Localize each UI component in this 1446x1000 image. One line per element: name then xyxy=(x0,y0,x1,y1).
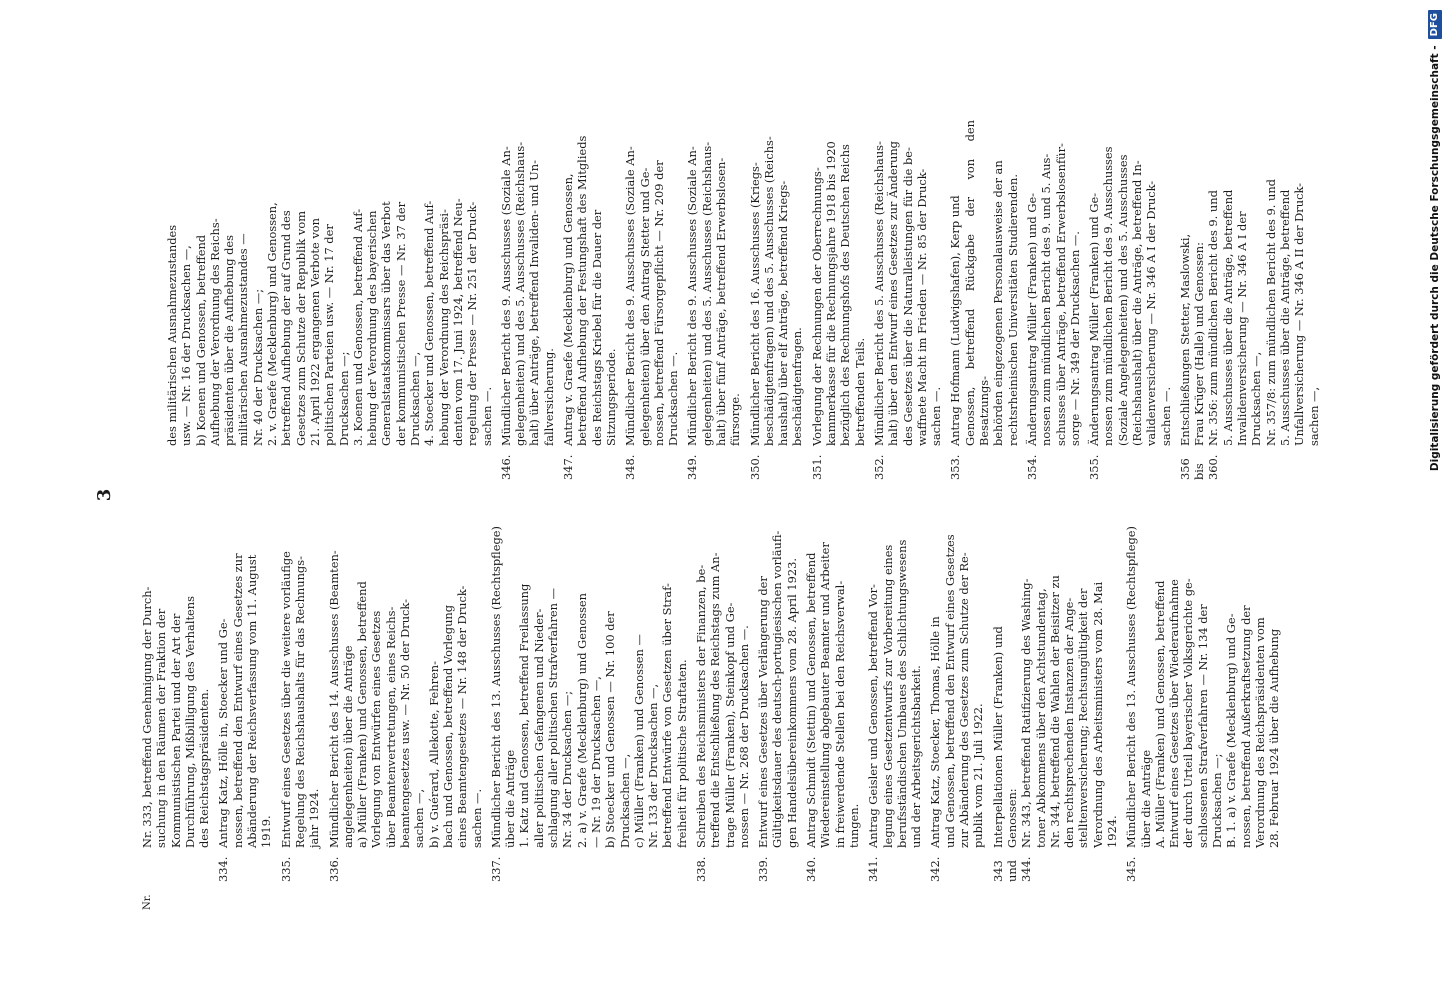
agenda-entry xyxy=(499,120,556,480)
entry-number: 341. xyxy=(866,856,881,882)
right-text-column xyxy=(165,120,1325,480)
entry-line: haushalt) über elf Anträge, betreffend Kriegs- xyxy=(776,180,791,446)
entry-line: 1919. xyxy=(259,815,274,848)
entry-line: gelegenheiten) und des 5. Ausschusses (Reichshaus- xyxy=(699,141,714,446)
entry-line: über die Anträge xyxy=(1138,749,1153,848)
entry-line: a) Müller (Franken) und Genossen, betreffend xyxy=(355,581,370,848)
entry-line: (Soziale Angelegenheiten) und des 5. Ausschusses xyxy=(1115,154,1130,446)
entry-number: 351. xyxy=(809,454,824,480)
entry-text xyxy=(804,522,861,848)
agenda-entry xyxy=(694,522,751,882)
entry-line: nossen, betreffend Fürsorgepflicht — Nr. 209 der xyxy=(651,160,666,446)
digitization-credit-strip xyxy=(1410,0,1441,1000)
entry-line: betreffend Aufhebung der Festungshaft des Mitglieds xyxy=(575,135,590,446)
entry-text xyxy=(1178,120,1321,446)
entry-line: Unfallversicherung — Nr. 346 A II der Druck- xyxy=(1292,182,1307,446)
entry-number: 345. xyxy=(1124,856,1139,882)
agenda-entry xyxy=(1124,522,1281,882)
entry-line: fallversicherung. xyxy=(541,348,556,446)
entry-text xyxy=(685,120,742,446)
entry-text xyxy=(948,120,1019,446)
entry-line: Gesetzes zum Schutze der Republik vom xyxy=(293,210,308,446)
entry-line: Abänderung der Reichsverfassung vom 11. August xyxy=(245,554,260,848)
entry-line: Nr. 343, betreffend Ratifizierung des Washing- xyxy=(1019,578,1034,848)
entry-line: nossen zum mündlichen Bericht des 9. und 5. Aus- xyxy=(1039,153,1054,446)
entry-number: 352. xyxy=(871,454,886,480)
entry-line: beschädigtenfragen) und des 5. Ausschusses (Reichs- xyxy=(761,136,776,446)
entry-line: Änderungsantrag Müller (Franken) und Ge- xyxy=(1087,192,1102,446)
entry-number xyxy=(140,848,211,882)
entry-line: Mündlicher Bericht des 13. Ausschusses (Rechtspflege) xyxy=(488,526,503,848)
entry-line: nossen — Nr. 268 der Drucksachen —. xyxy=(736,625,751,848)
entry-text xyxy=(327,522,484,848)
entry-line: nossen, betreffend Außerkraftsetzung der xyxy=(1238,605,1253,848)
entry-line: Nr. 34 der Drucksachen —; xyxy=(560,690,575,848)
entry-line: sachen —. xyxy=(929,386,944,446)
entry-line: publik vom 21. Juli 1922. xyxy=(971,703,986,848)
entry-line: des militärischen Ausnahmezustandes xyxy=(165,224,179,446)
entry-number: 348. xyxy=(623,454,638,480)
entry-text xyxy=(140,522,211,848)
entry-line: nossen, betreffend den Entwurf eines Gesetzes zur xyxy=(230,553,245,848)
entry-line: Vorlegung der Rechnungen der Oberrechnungs- xyxy=(809,167,824,446)
entry-line: A. Müller (Franken) und Genossen, betreffend xyxy=(1152,580,1167,848)
entry-line: des Gesetzes über die Naturalleistungen für die be- xyxy=(900,147,915,446)
entry-line: Generalstaatskommissars über das Verbot xyxy=(379,201,394,446)
entry-line: Nr. 357/8: zum mündlichen Bericht des 9. und xyxy=(1263,179,1278,446)
entry-line: beschädigtenfragen. xyxy=(790,327,805,446)
entry-line: Mündlicher Bericht des 9. Ausschusses (Soziale An- xyxy=(498,146,513,446)
entry-line: regelung der Presse — Nr. 251 der Druck- xyxy=(465,201,480,446)
agenda-entry xyxy=(804,522,861,882)
entry-line: Genossen, betreffend Rückgabe der von den Besatzungs- xyxy=(962,120,992,446)
entry-line: Mündlicher Bericht des 9. Ausschusses (Soziale An- xyxy=(685,146,700,446)
entry-line: sachen —. xyxy=(469,788,484,848)
entry-text xyxy=(872,120,943,446)
entry-line: Mündlicher Bericht des 16. Ausschusses (Kriegs- xyxy=(747,162,762,446)
entry-line: sachen —, xyxy=(412,788,427,848)
entry-text xyxy=(748,120,805,446)
entry-line: c) Müller (Franken) und Genossen — xyxy=(631,634,646,848)
entry-line: Nr. 333, betreffend Genehmigung der Durch- xyxy=(140,586,154,848)
entry-line: gelegenheiten) über den Antrag Stetter und Ge- xyxy=(637,167,652,446)
entry-text xyxy=(1124,522,1281,848)
entry-line: Drucksachen —. xyxy=(666,351,681,446)
entry-text xyxy=(1087,120,1173,446)
entry-line: Nr. 40 der Drucksachen —; xyxy=(250,288,265,446)
page-number: 3 xyxy=(94,488,115,502)
entry-number: 339. xyxy=(756,856,771,882)
entry-line: Änderungsantrag Müller (Franken) und Ge- xyxy=(1024,192,1039,446)
entry-line: über die Anträge xyxy=(503,749,518,848)
agenda-entry xyxy=(948,120,1019,480)
agenda-entry xyxy=(327,522,484,882)
entry-line: b) v. Guérard, Allekotte, Fehren- xyxy=(426,661,441,848)
entry-line: Mündlicher Bericht des 13. Ausschusses (Rechtspflege) xyxy=(1124,526,1139,848)
entry-line: Mündlicher Bericht des 5. Ausschusses (Reichshaus- xyxy=(871,141,886,446)
agenda-entry xyxy=(1087,120,1173,480)
entry-number: 346. xyxy=(498,454,513,480)
entry-number: 342. xyxy=(928,856,943,882)
entry-line: Antrag Katz, Hölle in, Stoecker und Ge- xyxy=(216,618,231,848)
agenda-entry xyxy=(991,522,1120,882)
entry-line: und Genossen, betreffend den Entwurf eines Gesetzes xyxy=(942,534,957,848)
entry-line: b) Koenen und Genossen, betreffend xyxy=(193,234,208,446)
entry-line: 2. a) v. Graefe (Mecklenburg) und Genossen xyxy=(574,593,589,848)
entry-line: kammerkasse für die Rechnungsjahre 1918 bis 1920 xyxy=(824,141,839,446)
entry-line: Regelung des Reichshaushalts für das Rechnungs- xyxy=(292,556,307,848)
entry-number: 338. xyxy=(693,856,708,882)
entry-line: Drucksachen —, xyxy=(1249,351,1264,446)
column-header-nr: Nr. xyxy=(142,894,153,910)
agenda-entry xyxy=(489,522,689,882)
agenda-entry xyxy=(756,522,799,882)
entry-line: Drucksachen —; xyxy=(1210,753,1225,848)
entry-line: Mündlicher Bericht des 9. Ausschusses (Soziale An- xyxy=(623,146,638,446)
entry-line: denten vom 17. Juni 1924, betreffend Neu- xyxy=(450,198,465,446)
entry-line: treffend die Entschließung des Reichstags zum An- xyxy=(708,552,723,848)
entry-line: (Reichshaushalt) über die Anträge, betreffend In- xyxy=(1130,160,1144,446)
entry-line: waffnete Macht im Frieden — Nr. 85 der Druck- xyxy=(914,168,929,446)
entry-line: 5. Ausschusses über die Anträge, betreffend xyxy=(1277,189,1292,446)
entry-number: 335. xyxy=(278,856,293,882)
entry-text xyxy=(279,522,322,848)
entry-line: des Reichstags Kriebel für die Dauer der xyxy=(589,209,604,446)
entry-line: 4. Stoecker und Genossen, betreffend Auf- xyxy=(422,200,437,446)
digitization-note: Digitalisierung gefördert durch die Deutsche Forschungsgemeinschaft - xyxy=(1429,45,1441,472)
entry-line: 1. Katz und Genossen, betreffend Freilassung xyxy=(517,583,532,848)
entry-text xyxy=(216,522,273,848)
entry-number: 347. xyxy=(561,454,576,480)
entry-line: berufsständischen Umbaues des Schlichtungswesens xyxy=(894,539,909,848)
entry-line: Antrag Hofmann (Ludwigshafen), Kerp und xyxy=(948,195,963,446)
entry-line: gen Handelsübereinkommens vom 28. April 1923. xyxy=(784,558,799,848)
entry-line: rechtsrheinischen Universitäten Studierenden. xyxy=(1005,174,1020,446)
entry-text xyxy=(561,120,618,446)
digitization-credit xyxy=(1424,0,1446,1000)
entry-line: betreffend Aufhebung der auf Grund des xyxy=(279,210,294,446)
agenda-entry xyxy=(810,120,867,480)
entry-line: schlagung aller politischen Strafverfahren — xyxy=(546,588,561,848)
agenda-entry xyxy=(279,522,322,882)
entry-text xyxy=(694,522,751,848)
entry-line: schlossenen Strafverfahren — Nr. 134 der xyxy=(1195,604,1210,848)
entry-line: Genossen: xyxy=(1004,788,1019,848)
entry-text xyxy=(489,522,689,848)
entry-line: Entwurf eines Gesetzes über die weitere vorläufige xyxy=(278,551,293,848)
entry-line: 3. Koenen und Genossen, betreffend Auf- xyxy=(350,208,365,446)
entry-line: usw. — Nr. 16 der Drucksachen —, xyxy=(179,245,194,446)
entry-line: Frau Krüger (Halle) und Genossen: xyxy=(1192,242,1207,446)
entry-line: suchung in den Räumen der Fraktion der xyxy=(154,608,169,848)
entry-number: 353. xyxy=(948,454,963,480)
agenda-entry xyxy=(1178,120,1321,480)
agenda-entry xyxy=(748,120,805,480)
entry-line: Mündlicher Bericht des 14. Ausschusses (Beamten- xyxy=(326,550,341,848)
entry-number: 336. xyxy=(326,856,341,882)
entry-line: Wiedereinstellung abgebauter Beamter und Arbeiter xyxy=(818,542,833,848)
entry-line: hebung der Verordnung des bayerischen xyxy=(365,210,380,446)
entry-line: in freiwerdende Stellen bei den Reichsverwal- xyxy=(832,580,847,848)
entry-line: Nr. 133 der Drucksachen —, xyxy=(646,683,661,848)
entry-line: Schreiben des Reichsministers der Finanzen, be- xyxy=(693,564,708,848)
entry-line: behörden eingezogenen Personalausweise der an xyxy=(991,160,1006,446)
entry-text xyxy=(165,120,494,446)
agenda-entry xyxy=(140,522,211,882)
entry-line: und der Arbeitsgerichtsbarkeit. xyxy=(909,665,924,848)
entry-line: Antrag Katz, Stoecker, Thomas, Hölle in xyxy=(928,616,943,848)
entry-line: Interpellationen Müller (Franken) und xyxy=(990,626,1005,848)
entry-line: Invalidenversicherung — Nr. 346 A I der xyxy=(1235,211,1250,446)
entry-number: 349. xyxy=(685,454,700,480)
entry-line: den rechtsprechenden Instanzen der Ange- xyxy=(1062,597,1077,848)
entry-line: validenversicherung — Nr. 346 A I der Druck- xyxy=(1144,180,1159,446)
entry-line: halt) über Anträge, betreffend Invaliden- und Un- xyxy=(527,160,542,446)
agenda-entry xyxy=(561,120,618,480)
entry-line: bezüglich des Rechnungshofs des Deutschen Reichs xyxy=(838,144,853,446)
entry-line: beamtengesetzes usw. — Nr. 50 der Druck- xyxy=(398,599,413,848)
entry-line: der durch Urteil bayerischer Volksgerichte ge- xyxy=(1181,578,1196,848)
entry-line: fürsorge. xyxy=(728,393,743,446)
left-text-column xyxy=(140,522,1300,882)
entry-line: eines Beamtengesetzes — Nr. 148 der Druck- xyxy=(455,585,470,848)
entry-line: aller politischen Gefangenen und Nieder- xyxy=(531,608,546,848)
agenda-entry xyxy=(928,522,985,882)
entry-line: Entwurf eines Gesetzes über Wiederaufnahme xyxy=(1167,579,1182,848)
agenda-entry xyxy=(1025,120,1082,480)
entry-line: sachen —, xyxy=(1306,386,1321,446)
entry-line: 21. April 1922 ergangenen Verbote von xyxy=(307,218,322,446)
entry-line: betreffend Entwürfe von Gesetzen über Straf- xyxy=(660,583,675,848)
entry-line: Aufhebung der Verordnung des Reichs- xyxy=(207,218,222,446)
entry-line: halt) über den Entwurf eines Gesetzes zur Änderung xyxy=(886,141,901,446)
entry-line: militärischen Ausnahmezustandes — xyxy=(236,233,251,446)
entry-line: Kommunistischen Partei und der Art der xyxy=(168,613,183,848)
entry-line: der kommunistischen Presse — Nr. 37 der xyxy=(393,201,408,446)
entry-number: 355. xyxy=(1087,454,1102,480)
entry-line: B. 1. a) v. Graefe (Mecklenburg) und Ge- xyxy=(1224,613,1239,848)
entry-line: b) Stoecker und Genossen — Nr. 100 der xyxy=(603,611,618,848)
entry-text xyxy=(756,522,799,848)
entry-line: Antrag Schmidt (Stettin) und Genossen, betreffend xyxy=(804,552,819,848)
entry-line: 1924. xyxy=(1105,815,1119,848)
entry-line: Drucksachen —, xyxy=(617,753,632,848)
entry-text xyxy=(1025,120,1082,446)
entry-line: Durchführung, Mißbilligung des Verhaltens xyxy=(182,596,197,848)
entry-line: — Nr. 19 der Drucksachen —, xyxy=(588,676,603,848)
entry-line: über Beamtenvertretungen, eines Reichs- xyxy=(383,606,398,848)
entry-number: 356 bis 360. xyxy=(1177,454,1221,480)
entry-line: toner Abkommens über den Achtstundentag, xyxy=(1033,588,1048,848)
entry-line: hebung der Verordnung des Reichspräsi- xyxy=(436,209,451,446)
entry-line: gelegenheiten) und des 5. Ausschusses (Reichshaus- xyxy=(513,141,528,446)
entry-line: zur Abänderung des Gesetzes zum Schutze der Re- xyxy=(957,552,972,848)
entry-line: 2. v. Graefe (Mecklenburg) und Genossen, xyxy=(265,202,280,446)
entry-line: des Reichstagspräsidenten. xyxy=(197,688,212,848)
entry-line: Nr. 344, betreffend die Wahlen der Beisitzer zu xyxy=(1047,575,1062,848)
entry-number: 337. xyxy=(488,856,503,882)
entry-line: jahr 1924. xyxy=(307,788,322,848)
entry-line: präsidenten über die Aufhebung des xyxy=(222,235,237,446)
entry-number: 340. xyxy=(804,856,819,882)
agenda-entry xyxy=(623,120,680,480)
entry-line: Verordnung des Reichspräsidenten vom xyxy=(1252,617,1267,848)
entry-line: trage Müller (Franken), Steinkopf und Ge- xyxy=(722,602,737,848)
agenda-entry xyxy=(165,120,494,480)
entry-number: 350. xyxy=(747,454,762,480)
entry-line: Verordnung des Arbeitsministers vom 28. Mai xyxy=(1090,581,1105,848)
entry-line: nossen zum mündlichen Bericht des 9. Ausschusses xyxy=(1101,146,1116,446)
entry-line: tungen. xyxy=(846,803,861,848)
entry-line: Drucksachen —; xyxy=(336,351,351,446)
entry-line: Antrag Geisler und Genossen, betreffend Vor- xyxy=(866,584,881,848)
dfg-logo: DFG xyxy=(1428,10,1442,39)
entry-text xyxy=(866,522,923,848)
entry-number: 334. xyxy=(216,856,231,882)
entry-line: sachen —. xyxy=(479,386,494,446)
entry-line: bach und Genossen, betreffend Vorlegung xyxy=(440,604,455,848)
entry-line: Gültigkeitsdauer des deutsch-portugiesischen vorläufi- xyxy=(770,530,785,848)
entry-text xyxy=(991,522,1120,848)
entry-line: Vorlegung von Entwürfen eines Gesetzes xyxy=(369,610,384,848)
entry-line: schusses über Anträge, betreffend Erwerbslosenfür- xyxy=(1053,143,1068,446)
entry-number xyxy=(165,446,494,480)
entry-text xyxy=(499,120,556,446)
agenda-entry xyxy=(872,120,943,480)
entry-line: Entwurf eines Gesetzes über Verlängerung der xyxy=(756,576,771,848)
entry-line: angelegenheiten) über die Anträge xyxy=(340,645,355,848)
entry-line: Nr. 356: zum mündlichen Bericht des 9. und xyxy=(1206,190,1221,446)
entry-line: 5. Ausschusses über die Anträge, betreffend xyxy=(1220,189,1235,446)
entry-line: Entschließungen Stetter, Maslowski, xyxy=(1177,233,1192,446)
entry-line: politischen Parteien usw. — Nr. 17 der xyxy=(322,224,337,446)
entry-number: 343 und 344. xyxy=(990,856,1034,882)
entry-line: freiheit für politische Straftaten. xyxy=(674,659,689,848)
entry-line: halt) über fünf Anträge, betreffend Erwerbslosen- xyxy=(713,157,728,446)
entry-line: Antrag v. Graefe (Mecklenburg) und Genossen, xyxy=(561,173,576,446)
entry-line: 28. Februar 1924 über die Aufhebung xyxy=(1267,628,1282,848)
entry-line: Sitzungsperiode. xyxy=(603,348,618,446)
agenda-entry xyxy=(216,522,273,882)
entry-line: stelltenversicherung; Rechtsungültigkeit der xyxy=(1076,588,1091,848)
entry-line: Drucksachen —, xyxy=(408,351,423,446)
entry-text xyxy=(623,120,680,446)
entry-line: sorge — Nr. 349 der Drucksachen —. xyxy=(1067,231,1082,446)
entry-line: betreffenden Teils. xyxy=(852,337,867,446)
agenda-entry xyxy=(685,120,742,480)
entry-number: 354. xyxy=(1024,454,1039,480)
agenda-entry xyxy=(866,522,923,882)
entry-line: sachen —. xyxy=(1158,386,1173,446)
entry-text xyxy=(810,120,867,446)
entry-text xyxy=(928,522,985,848)
entry-line: legung eines Gesetzentwurfs zur Vorbereitung eines xyxy=(880,544,895,848)
